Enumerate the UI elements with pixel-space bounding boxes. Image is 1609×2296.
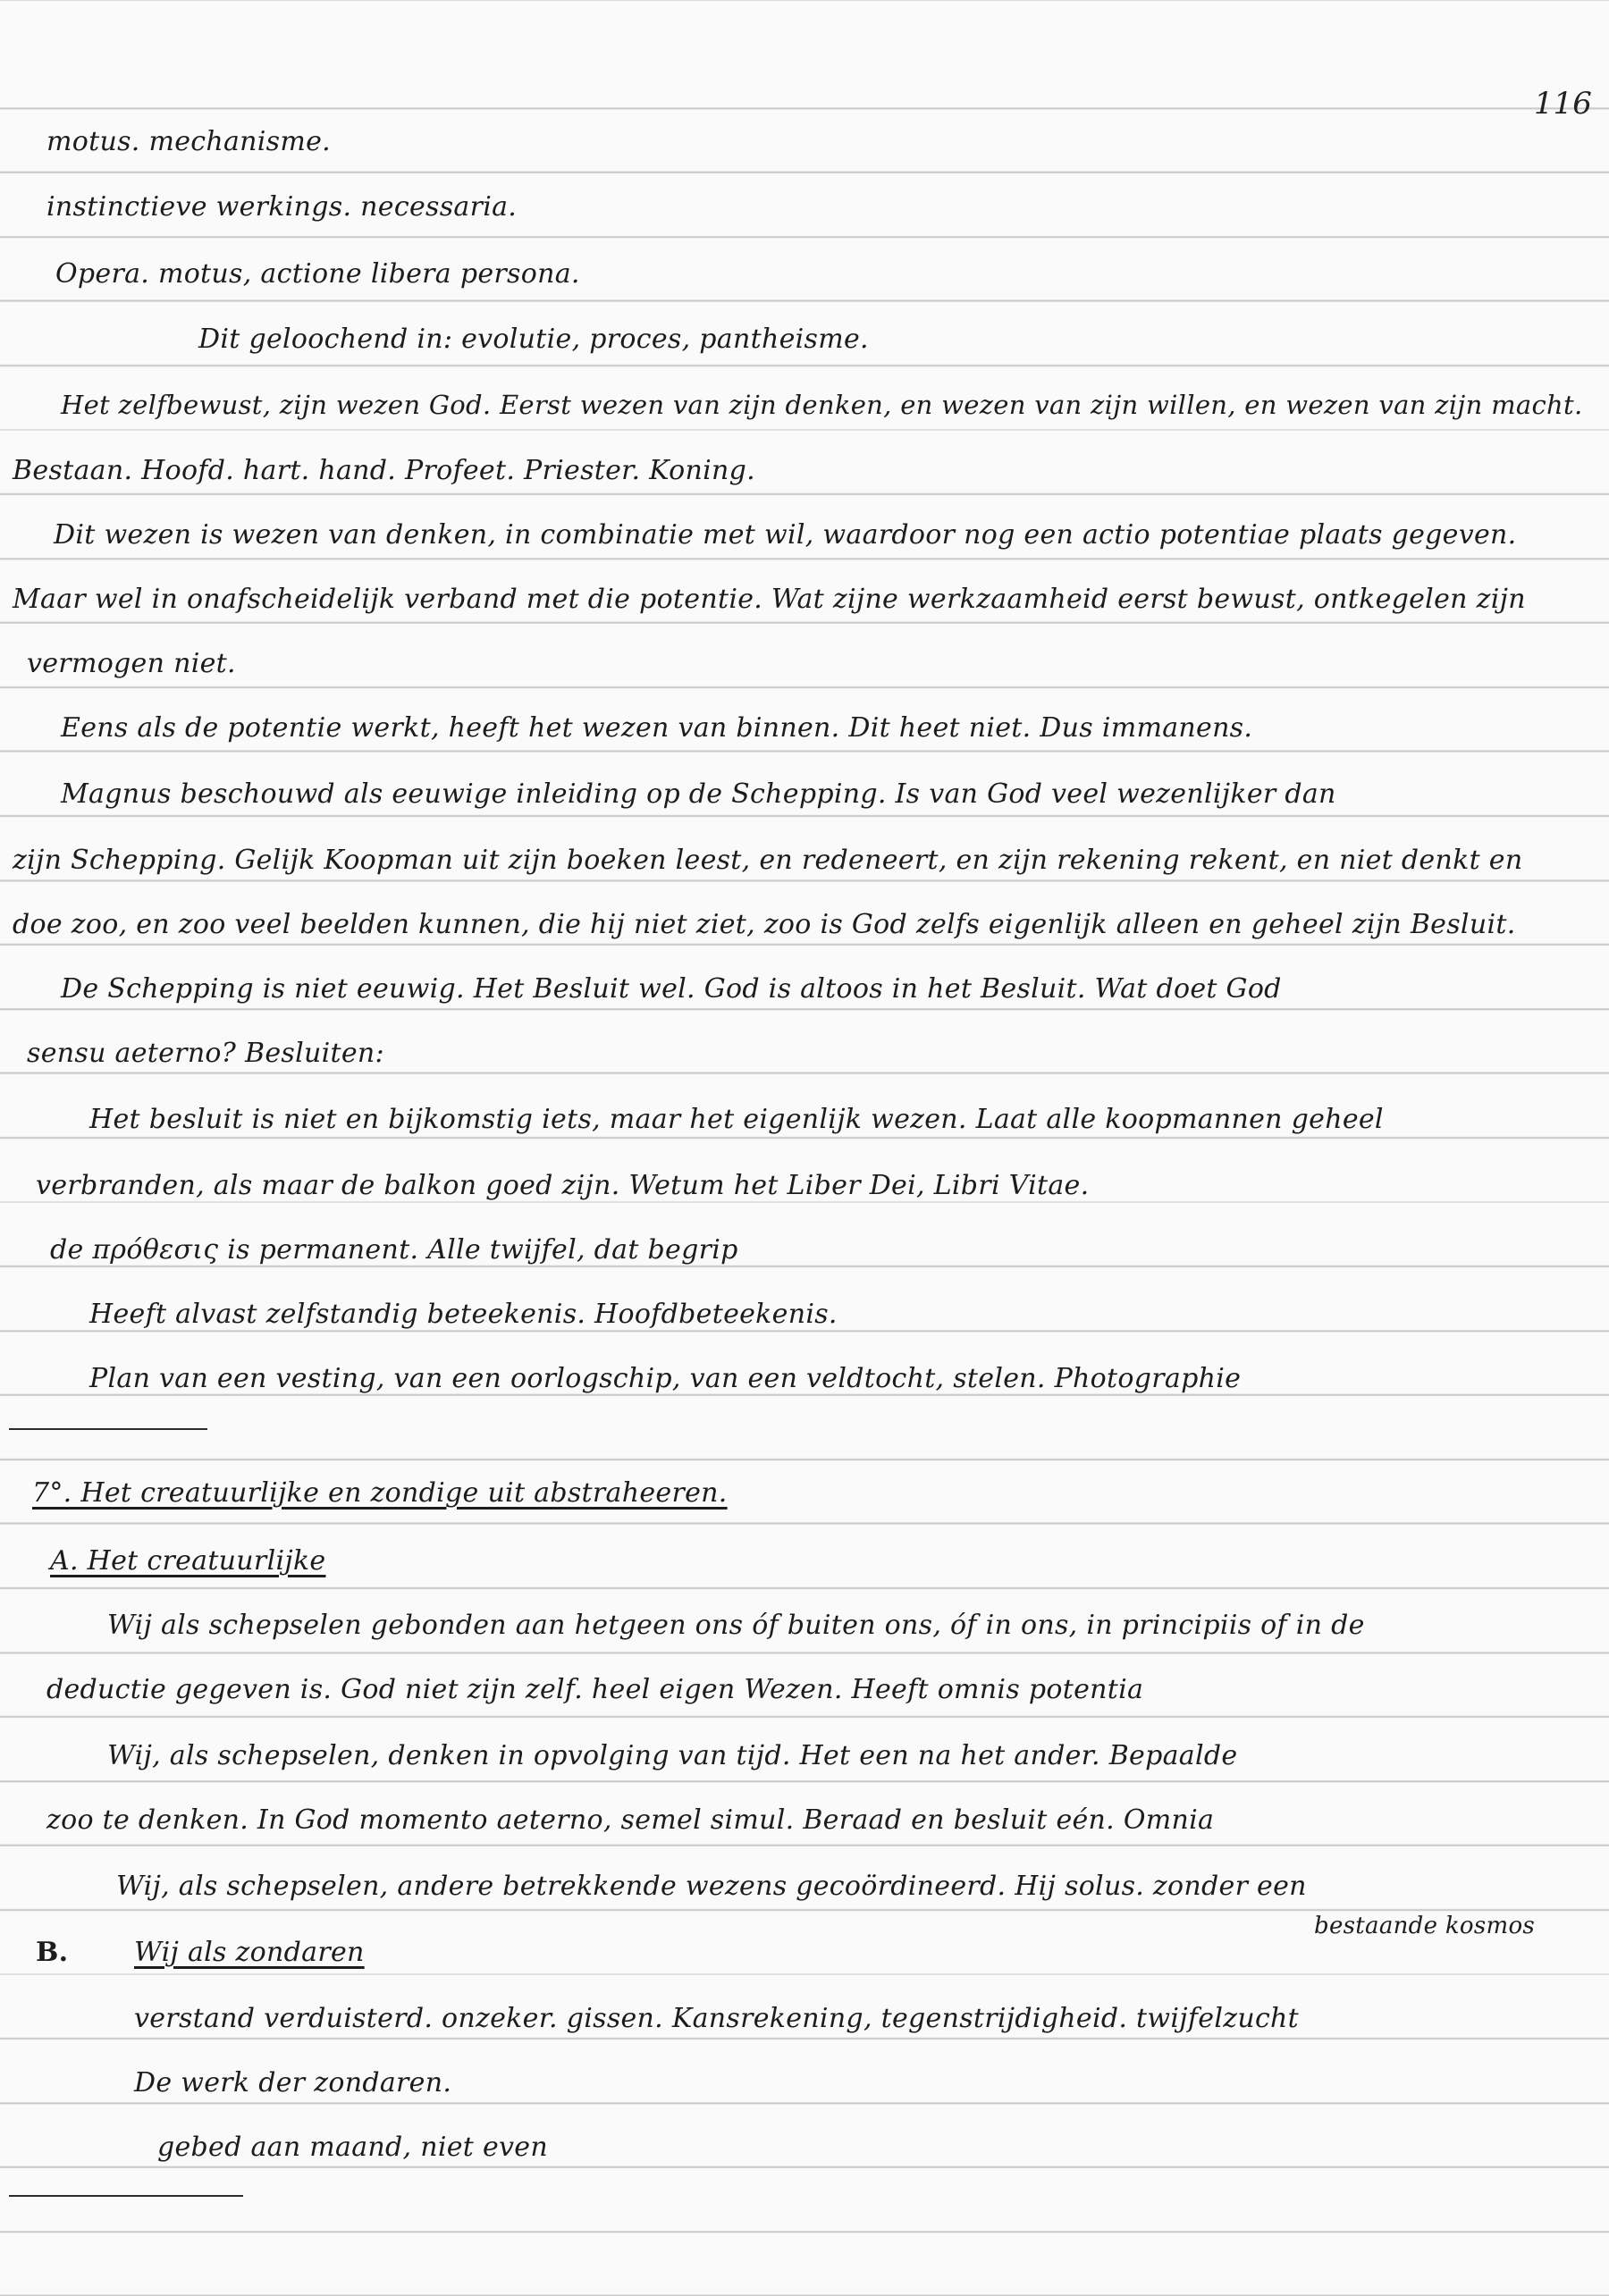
subsection-b-label: B.	[36, 1937, 69, 1968]
text-line: Dit geloochend in: evolutie, proces, pantheisme.	[198, 324, 869, 355]
section-heading: 7°. Het creatuurlijke en zondige uit abstraheeren.	[32, 1477, 728, 1509]
text-line: sensu aeterno? Besluiten:	[27, 1038, 384, 1069]
subsection-a-heading: A. Het creatuurlijke	[50, 1545, 326, 1577]
text-line: Wij, als schepselen, denken in opvolging van tijd. Het een na het ander. Bepaalde	[107, 1740, 1238, 1771]
text-line: instinctieve werkings. necessaria.	[46, 191, 518, 223]
page-number: 116	[1534, 86, 1592, 122]
text-line: deductie gegeven is. God niet zijn zelf. heel eigen Wezen. Heeft omnis potentia	[46, 1674, 1144, 1705]
text-line: Dit wezen is wezen van denken, in combinatie met wil, waardoor nog een actio potentiae plaats gegeven.	[54, 519, 1517, 551]
text-line: Wij, als schepselen, andere betrekkende wezens gecoördineerd. Hij solus. zonder een	[116, 1871, 1307, 1902]
text-line: Maar wel in onafscheidelijk verband met die potentie. Wat zijne werkzaamheid eerst bewust, ontkegelen zijn	[13, 584, 1526, 615]
text-line: Plan van een vesting, van een oorlogschip, van een veldtocht, stelen. Photographie	[89, 1363, 1242, 1394]
text-line: De Schepping is niet eeuwig. Het Besluit wel. God is altoos in het Besluit. Wat doet God	[61, 973, 1282, 1005]
text-line: Opera. motus, actione libera persona.	[55, 258, 580, 290]
text-line: De werk der zondaren.	[134, 2067, 452, 2098]
text-line: Het besluit is niet en bijkomstig iets, maar het eigenlijk wezen. Laat alle koopmannen geheel	[89, 1104, 1384, 1135]
text-line: gebed aan maand, niet even	[157, 2132, 548, 2163]
text-line: verbranden, als maar de balkon goed zijn. Wetum het Liber Dei, Libri Vitae.	[36, 1170, 1090, 1201]
text-line: zoo te denken. In God momento aeterno, semel simul. Beraad en besluit eén. Omnia	[46, 1804, 1215, 1836]
text-line: zijn Schepping. Gelijk Koopman uit zijn boeken leest, en redeneert, en zijn rekening rekent, en niet denkt en	[13, 845, 1523, 876]
section-divider	[9, 1428, 207, 1430]
text-line: verstand verduisterd. onzeker. gissen. Kansrekening, tegenstrijdigheid. twijfelzucht	[134, 2003, 1300, 2034]
text-line: Magnus beschouwd als eeuwige inleiding op de Schepping. Is van God veel wezenlijker dan	[61, 778, 1336, 810]
text-line: Bestaan. Hoofd. hart. hand. Profeet. Priester. Koning.	[13, 455, 755, 486]
text-line: Het zelfbewust, zijn wezen God. Eerst wezen van zijn denken, en wezen van zijn willen, en wezen van zijn macht.	[61, 390, 1583, 420]
subsection-b-heading: Wij als zondaren	[134, 1937, 365, 1968]
text-line: Eens als de potentie werkt, heeft het wezen van binnen. Dit heet niet. Dus immanens.	[61, 712, 1253, 744]
text-line: Wij als schepselen gebonden aan hetgeen ons óf buiten ons, óf in ons, in principiis of in de	[107, 1610, 1365, 1641]
text-line: motus. mechanisme.	[46, 126, 332, 157]
text-line: doe zoo, en zoo veel beelden kunnen, die hij niet ziet, zoo is God zelfs eigenlijk alleen en geheel zijn Besluit.	[13, 909, 1516, 940]
text-line: vermogen niet.	[27, 648, 236, 679]
text-line: Heeft alvast zelfstandig beteekenis. Hoofdbeteekenis.	[89, 1299, 838, 1330]
text-line: de πρόθεσις is permanent. Alle twijfel, dat begrip	[50, 1234, 738, 1266]
marginal-note: bestaande kosmos	[1314, 1913, 1536, 1939]
bottom-divider	[9, 2195, 243, 2197]
